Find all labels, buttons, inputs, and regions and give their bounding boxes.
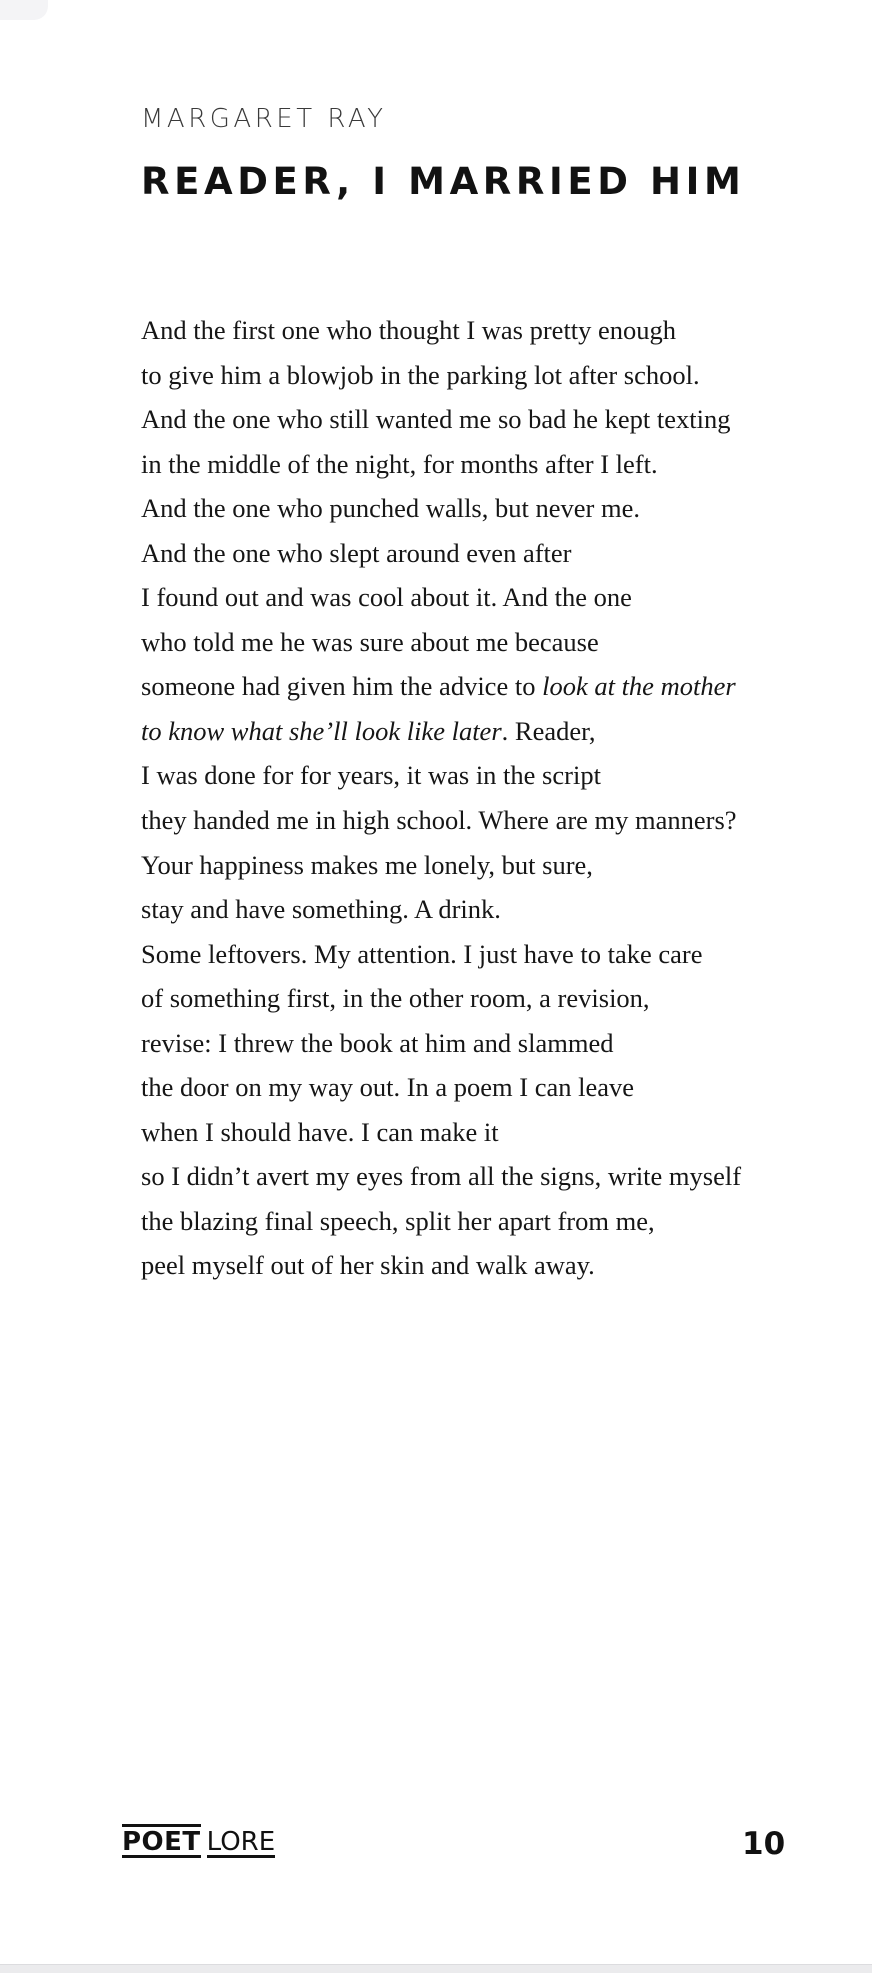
poem-line: I found out and was cool about it. And the one — [141, 582, 632, 613]
poem-line: stay and have something. A drink. — [141, 894, 501, 925]
poem-line: to give him a blowjob in the parking lot after school. — [141, 359, 700, 390]
poem-line: revise: I threw the book at him and slammed — [141, 1027, 614, 1058]
corner-tab — [0, 0, 48, 20]
poem-line — [141, 664, 841, 709]
logo-lore-text: LORE — [207, 1824, 276, 1858]
poem-line: the door on my way out. In a poem I can leave — [141, 1072, 635, 1103]
poem-line-text: . Reader, — [501, 715, 596, 746]
poem-line: I was done for for years, it was in the script — [141, 760, 601, 791]
poem-line: in the middle of the night, for months after I left. — [141, 448, 658, 479]
poem-line: when I should have. I can make it — [141, 1116, 499, 1147]
page-number: 10 — [742, 1826, 786, 1862]
logo-poet-text: POET — [122, 1824, 201, 1858]
poem-line-text: someone had given him the advice to — [141, 671, 543, 702]
poem-line-italic: to know what she’ll look like later — [141, 715, 502, 746]
poem-line: Your happiness makes me lonely, but sure, — [141, 849, 593, 880]
poem-line: And the one who still wanted me so bad he kept texting — [141, 404, 731, 435]
poem-line: And the one who slept around even after — [141, 537, 572, 568]
poem-line: of something first, in the other room, a revision, — [141, 983, 650, 1014]
poem-line: the blazing final speech, split her apart from me, — [141, 1205, 655, 1236]
poet-lore-logo — [122, 1824, 275, 1858]
bottom-edge — [0, 1964, 872, 1973]
poem-line: they handed me in high school. Where are my manners? — [141, 805, 737, 836]
poem-line-italic: look at the mother — [542, 671, 736, 702]
poem-body — [141, 308, 841, 1288]
poem-line: Some leftovers. My attention. I just have to take care — [141, 938, 703, 969]
poem-line — [141, 709, 841, 754]
poem-author: MARGARET RAY — [141, 104, 387, 134]
poem-line: so I didn’t avert my eyes from all the signs, write myself — [141, 1161, 742, 1192]
poem-line: And the first one who thought I was pretty enough — [141, 315, 677, 345]
poem-line: peel myself out of her skin and walk away. — [141, 1250, 595, 1281]
poem-line: who told me he was sure about me because — [141, 626, 599, 657]
poem-line: And the one who punched walls, but never me. — [141, 493, 640, 524]
poem-title: READER, I MARRIED HIM — [141, 160, 746, 203]
